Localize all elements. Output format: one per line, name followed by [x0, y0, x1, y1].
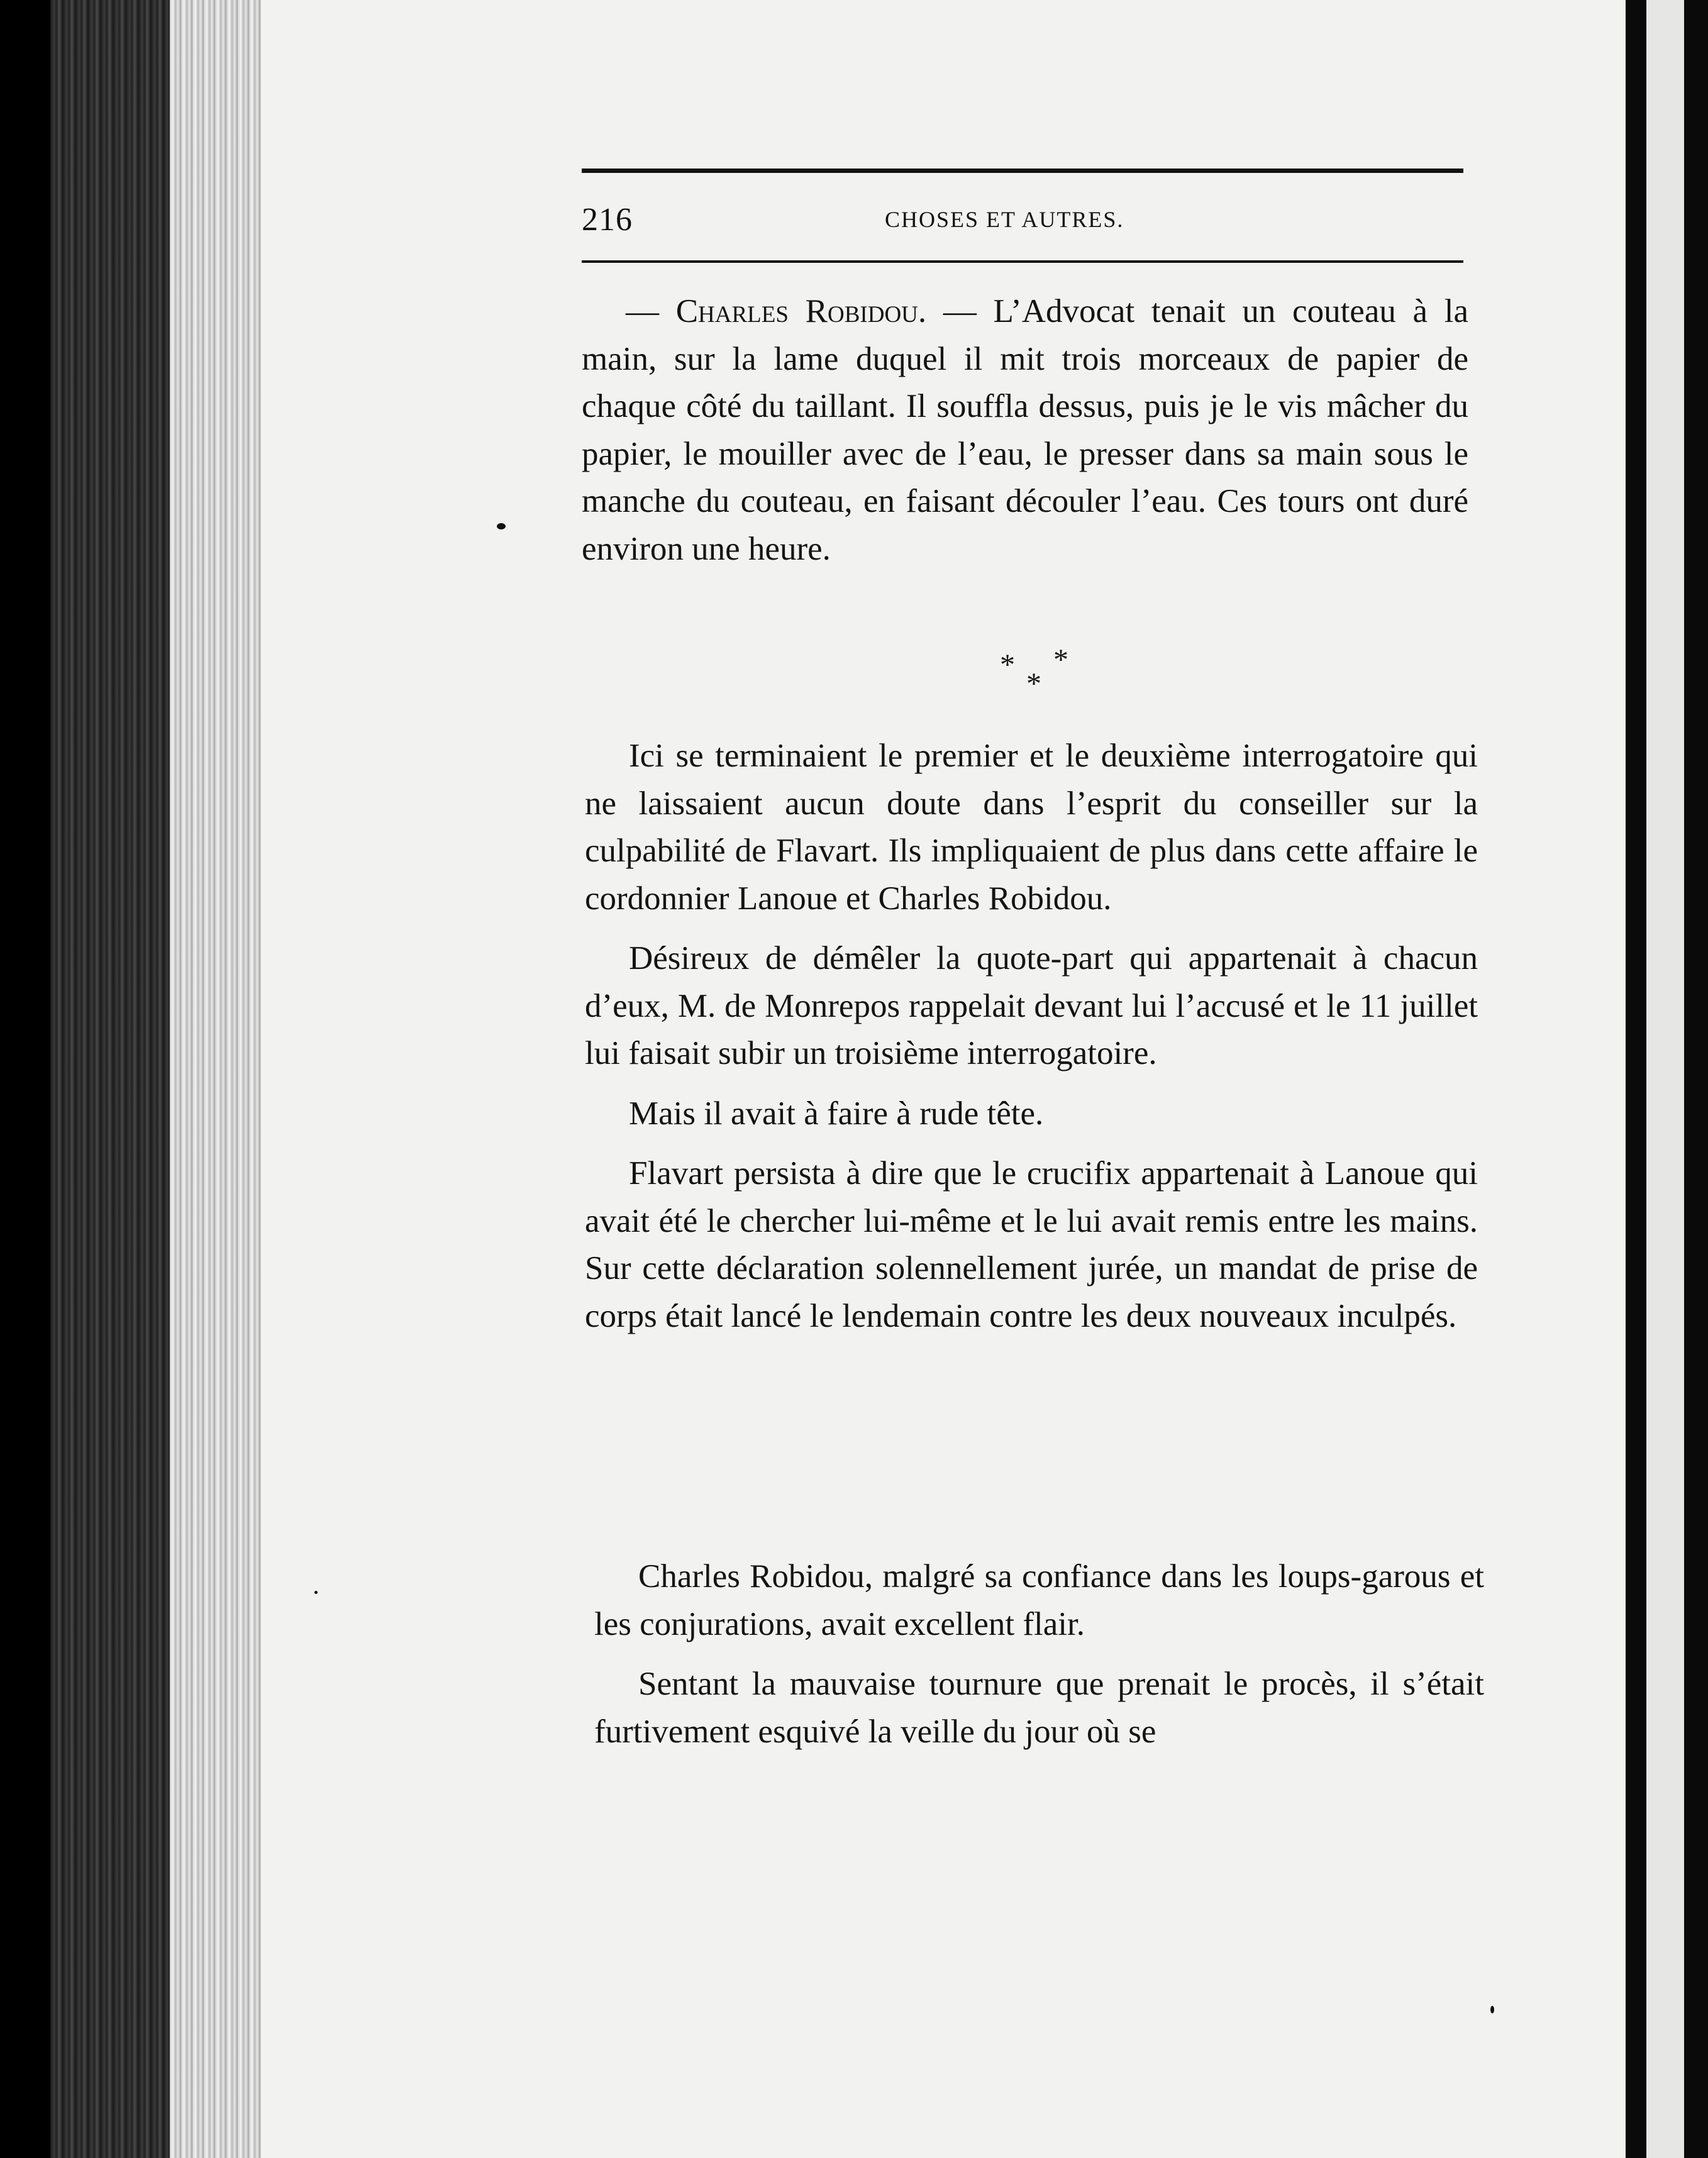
- testimony-text: [582, 288, 1468, 573]
- running-header: [582, 201, 1462, 239]
- scan-speck: [1490, 2006, 1494, 2013]
- paragraph-rude-tete: Mais il avait à faire à rude tête.: [629, 1095, 1044, 1132]
- paragraph-interrogatoires: Ici se terminaient le premier et le deuxième interrogatoire qui ne laissaient aucun doute dans l’esprit du conseiller sur la culpabilité de Flavart. Ils impliquaient de plus dans cette affaire le cordonnier Lanoue et Charles Robidou.: [585, 738, 1478, 917]
- asterisk-left: *: [1000, 648, 1015, 682]
- narrative-section: [585, 733, 1478, 1353]
- speaker-name: Charles Robidou.: [675, 293, 927, 329]
- header-top-rule: [582, 169, 1463, 173]
- paragraph-robidou-flair: Charles Robidou, malgré sa confiance dans les loups-garous et les conjurations, avait excellent flair.: [594, 1558, 1484, 1642]
- paragraph-quote-part: Désireux de démêler la quote-part qui appartenait à chacun d’eux, M. de Monrepos rappelait devant lui l’accusé et le 11 juillet lui faisait subir un troisième interrogatoire.: [585, 940, 1478, 1071]
- narrative-section-continued: [594, 1553, 1484, 1768]
- asterisk-right: *: [1053, 643, 1068, 677]
- testimony-body: — L’Advocat tenait un couteau à la main, sur la lame duquel il mit trois morceaux de papier de chaque côté du taillant. Il souffla dessus, puis je le vis mâcher du papier, le mouiller avec de l’eau, le presser dans sa main sous le manche du couteau, en faisant découler l’eau. Ces tours ont duré environ une heure.: [582, 293, 1469, 567]
- paragraph-crucifix: Flavart persista à dire que le crucifix appartenait à Lanoue qui avait été le chercher lui-même et le lui avait remis entre les mains. Sur cette déclaration solennellement jurée, un mandat de prise de corps était lancé le lendemain contre les deux nouveaux inculpés.: [585, 1155, 1478, 1334]
- asterism-separator: [981, 643, 1107, 717]
- asterisk-bottom: *: [1026, 667, 1041, 700]
- page-number: 216: [582, 202, 633, 238]
- header-bottom-rule: [582, 260, 1463, 263]
- book-page-stack: [170, 0, 264, 2158]
- scan-speck: [497, 523, 506, 529]
- paragraph-robidou-escape: Sentant la mauvaise tournure que prenait le procès, il s’était furtivement esquivé la veille du jour où se: [594, 1666, 1484, 1750]
- scan-speck: [314, 1591, 318, 1594]
- right-edge-strip: [1646, 0, 1684, 2158]
- testimony-paragraph: [582, 288, 1468, 573]
- lead-dash: —: [626, 293, 676, 329]
- running-title: CHOSES ET AUTRES.: [885, 207, 1124, 232]
